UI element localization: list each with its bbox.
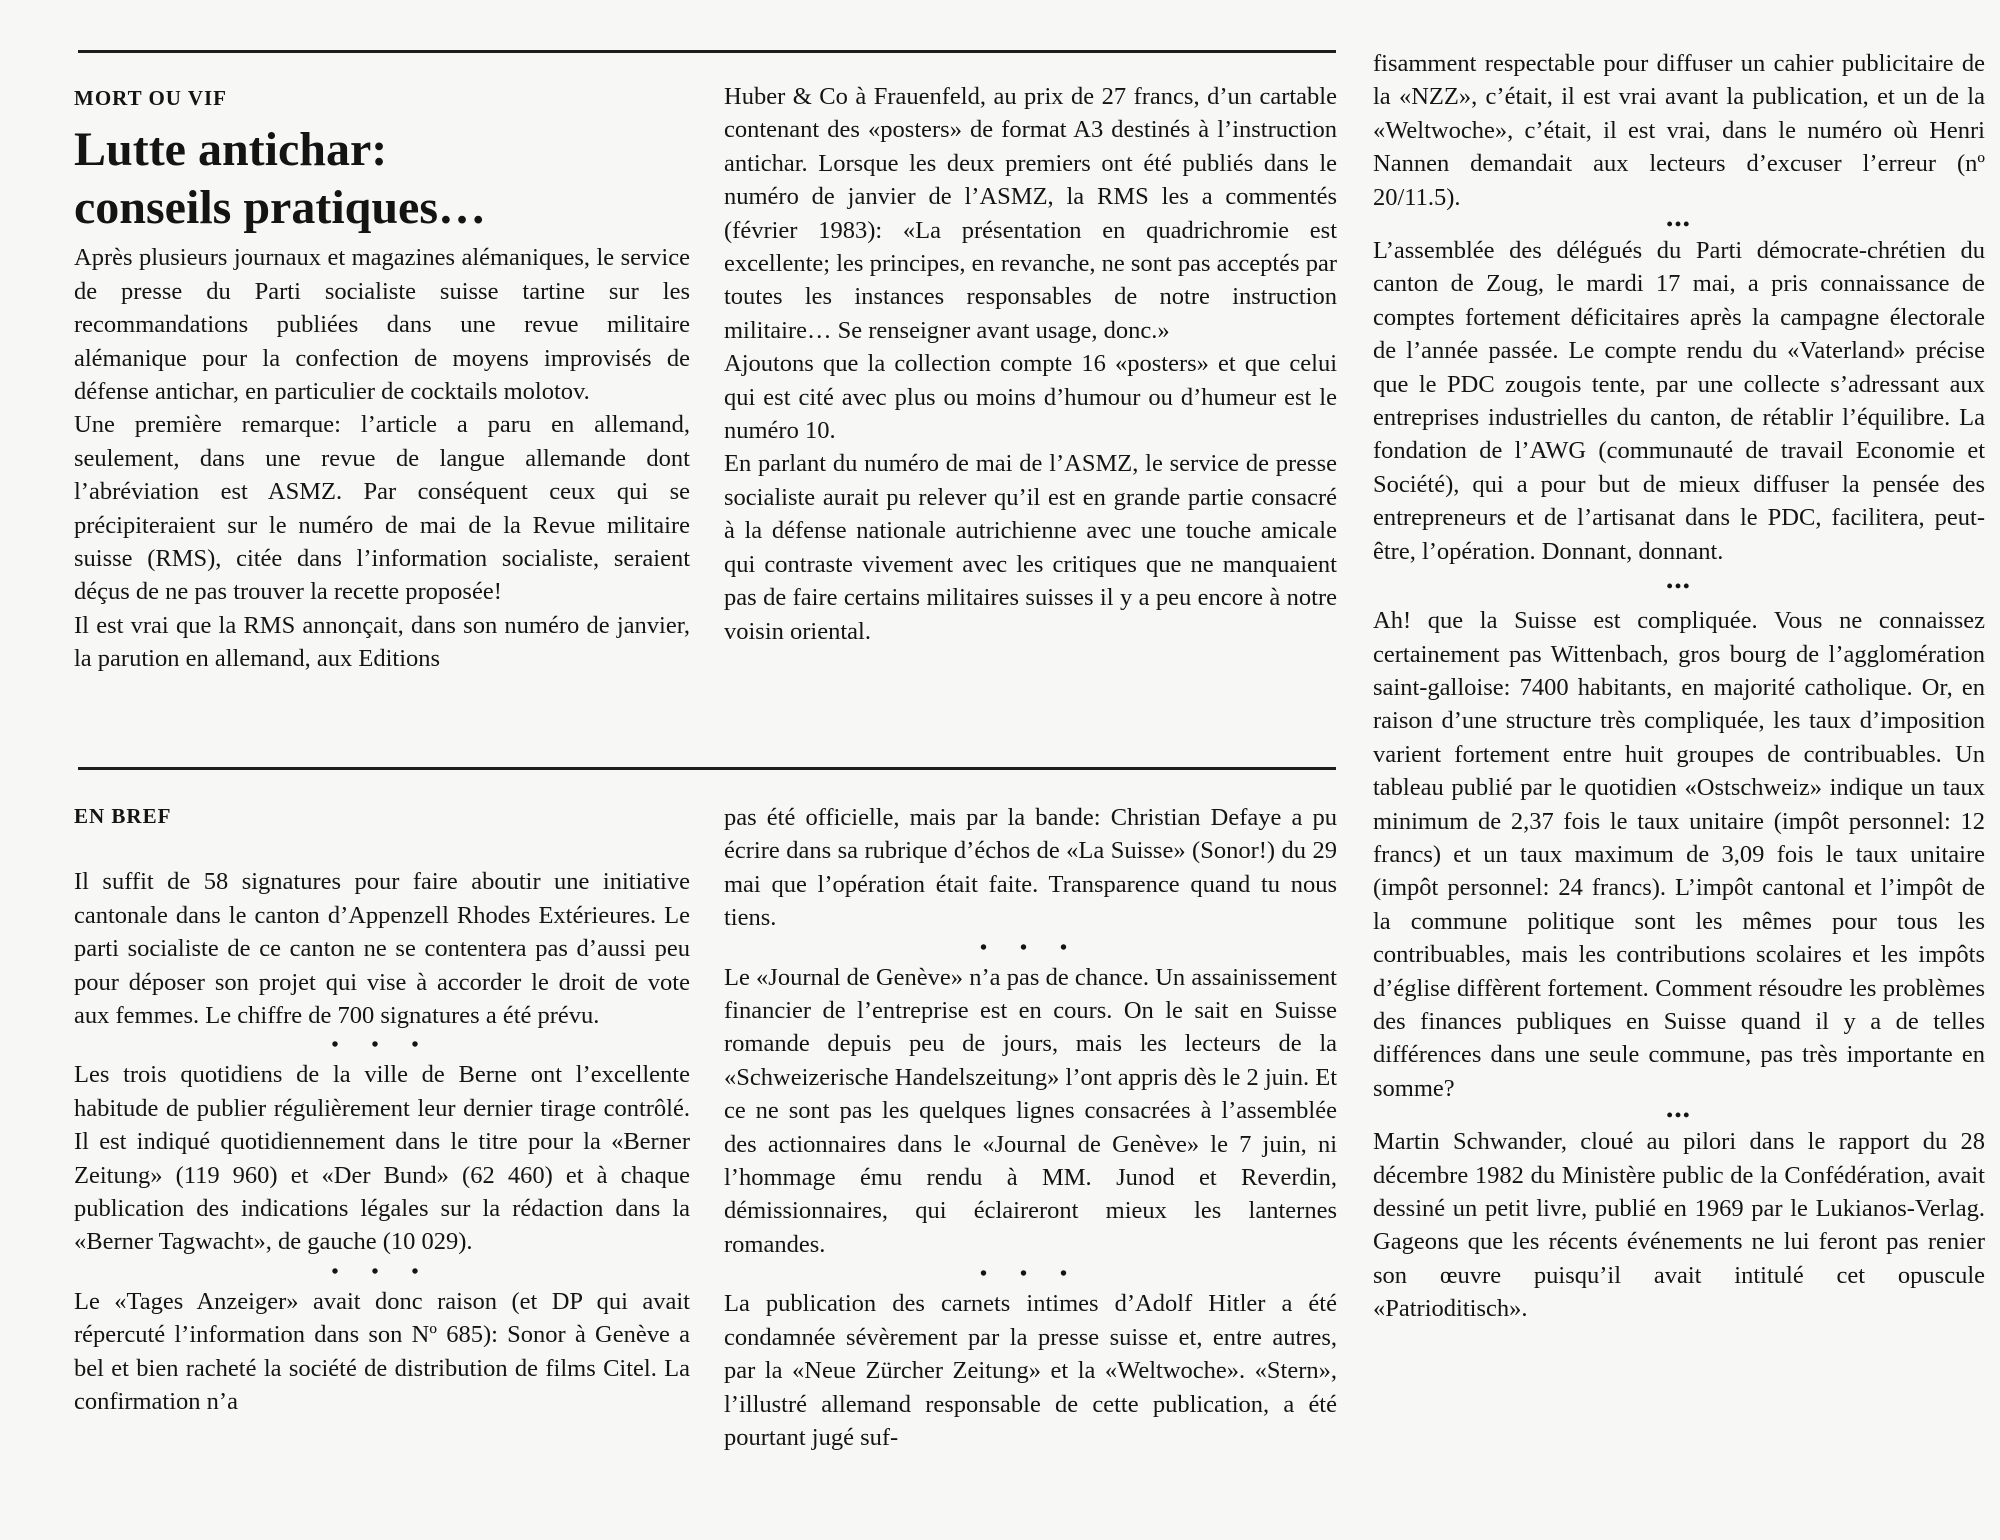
separator-stars: ••• [1666,576,1692,597]
brief-item: La publication des carnets intimes d’Adolf Hitler a été condamnée sévèrement par la presse suisse et, entre autres, par la «Neue Zürcher Zeitung» et la «Weltwoche». «Stern», l’illustré allemand responsable de cette publication, a été pourtant jugé suf- [724,1290,1337,1451]
separator-stars: • • • [331,1260,433,1283]
brief-item: L’assemblée des délégués du Parti démocrate-chrétien du canton de Zoug, le mardi 17 mai, a pris connaissance de comptes fortement déficitaires après la campagne électorale de l’année passée. Le compte rendu du «Vaterland» précise que le PDC zougois tente, par une collecte s’adressant aux entreprises industrielles du canton, de rétablir l’équilibre. La fondation de l’AWG (communauté de travail Economie et Société), qui a pour but de mieux diffuser la pensée des entrepreneurs et de l’artisanat dans le PDC, facilitera, peut-être, l’opération. Donnant, donnant. [1373,237,1985,565]
brief-item: pas été officielle, mais par la bande: Christian Defaye a pu écrire dans sa rubrique d’échos de «La Suisse» (Sonor!) du 29 mai que l’opération était faite. Transparence quand tu nous tiens. [724,804,1337,932]
headline-line1: Lutte antichar: [74,123,388,177]
right-column [1373,47,1985,1326]
paragraph: Après plusieurs journaux et magazines alémaniques, le service de presse du Parti socialiste suisse tartine sur les recommandations publiées dans une revue militaire alémanique pour la confection de moyens improvisés de défense antichar, en particulier de cocktails molotov. [74,244,690,406]
paragraph: Huber & Co à Frauenfeld, au prix de 27 francs, d’un cartable contenant des «posters» de format A3 destinés à l’instruction antichar. Lorsque les deux premiers ont été publiés dans le numéro de janvier de l’ASMZ, la RMS les a commentés (février 1983): «La présentation en quadrichromie est excellente; les principes, en revanche, ne sont pas acceptés par toutes les instances responsables de notre instruction militaire… Se renseigner avant usage, donc.» [724,83,1337,344]
separator-stars: • • • [331,1034,433,1057]
brief-item: fisamment respectable pour diffuser un cahier publicitaire de la «NZZ», c’était, il est vrai avant la publication, et un de la «Weltwoche», c’était, il est vrai, dans le numéro où Henri Nannen demandait aux lecteurs d’excuser l’erreur (nº 20/11.5). [1373,50,1985,211]
top-article-col1 [74,82,690,676]
paragraph: Il est vrai que la RMS annonçait, dans son numéro de janvier, la parution en allemand, aux Editions [74,611,690,673]
brief-item: Martin Schwander, cloué au pilori dans le rapport du 28 décembre 1982 du Ministère public de la Confédération, avait dessiné un petit livre, publié en 1969 par le Lukianos-Verlag. Gageons que les récents événements ne lui feront pas renier son œuvre puisqu’il avait intitulé cet opuscule «Patrioditisch». [1373,1128,1985,1323]
section-rule [78,767,1336,770]
en-bref-col1 [74,800,690,1419]
brief-item: Le «Tages Anzeiger» avait donc raison (et DP qui avait répercuté l’information dans son Nº 685): Sonor à Genève a bel et bien racheté la société de distribution de films Citel. La confirmation n’a [74,1287,690,1416]
en-bref-col2 [724,801,1337,1454]
brief-item: Le «Journal de Genève» n’a pas de chance. Un assainissement financier de l’entreprise est en cours. On le sait en Suisse romande depuis peu de jours, mais les lecteurs de la «Schweizerische Handelszeitung» l’ont appris dès le 2 juin. Et ce ne sont pas les quelques lignes consacrées à l’assemblée des actionnaires dans le «Journal de Genève» le 7 juin, ni l’hommage ému rendu à MM. Junod et Reverdin, démissionnaires, qui éclaireront mieux les lanternes romandes. [724,963,1338,1258]
separator-stars: • • • [979,936,1081,959]
brief-item: Ah! que la Suisse est compliquée. Vous ne connaissez certainement pas Wittenbach, gros bourg de l’agglomération saint-galloise: 7400 habitants, en majorité catholique. Or, en raison d’une structure très compliquée, les taux d’imposition varient fortement entre huit groupes de contribuables. Un tableau publié par le quotidien «Ostschweiz» indique un taux minimum de 2,37 fois le taux unitaire (impôt personnel: 12 francs) et un taux maximum de 3,09 fois le taux unitaire (impôt personnel: 24 francs). L’impôt cantonal et l’impôt de la commune politique sont les mêmes pour tous les contribuables, mais les contributions scolaires et les impôts d’église diffèrent fortement. Comment résoudre les problèmes des finances publiques en Suisse quand il y a de telles différences dans une seule commune, pas très importante en somme? [1373,607,1985,1102]
top-article-col2 [724,80,1337,648]
paragraph: Une première remarque: l’article a paru en allemand, seulement, dans une revue de langue allemande dont l’abréviation est ASMZ. Par conséquent ceux qui se précipiteraient sur le numéro de mai de la Revue militaire suisse (RMS), citée dans l’information socialiste, seraient déçus de ne pas trouver la recette proposée! [74,411,690,606]
paragraph: Ajoutons que la collection compte 16 «posters» et que celui qui est cité avec plus ou moins d’humour ou d’humeur est le numéro 10. [724,350,1337,445]
headline [74,121,690,237]
headline-line2: conseils pratiques… [74,181,487,235]
brief-item: Les trois quotidiens de la ville de Berne ont l’excellente habitude de publier régulièrement leur dernier tirage contrôlé. Il est indiqué quotidiennement dans le titre pour la «Berner Zeitung» (119 960) et «Der Bund» (62 460) et à chaque publication des indications légales sur la rédaction dans la «Berner Tagwacht», de gauche (10 029). [74,1061,690,1256]
kicker-en-bref: EN BREF [74,804,172,828]
separator-stars: ••• [1666,1105,1692,1126]
top-rule [78,50,1336,53]
paragraph: En parlant du numéro de mai de l’ASMZ, le service de presse socialiste aurait pu relever qu’il est en grande partie consacré à la défense nationale autrichienne avec une touche amicale qui contraste vivement avec les critiques que ne manquaient pas de faire certains militaires suisses il y a peu encore à notre voisin oriental. [724,450,1337,645]
kicker-mort-ou-vif: MORT OU VIF [74,86,227,110]
brief-item: Il suffit de 58 signatures pour faire aboutir une initiative cantonale dans le canton d’Appenzell Rhodes Extérieures. Le parti socialiste de ce canton ne se contentera pas d’aussi peu pour déposer son projet qui vise à accorder le droit de vote aux femmes. Le chiffre de 700 signatures a été prévu. [74,868,690,1030]
separator-stars: • • • [979,1263,1081,1286]
separator-stars: ••• [1666,214,1692,235]
